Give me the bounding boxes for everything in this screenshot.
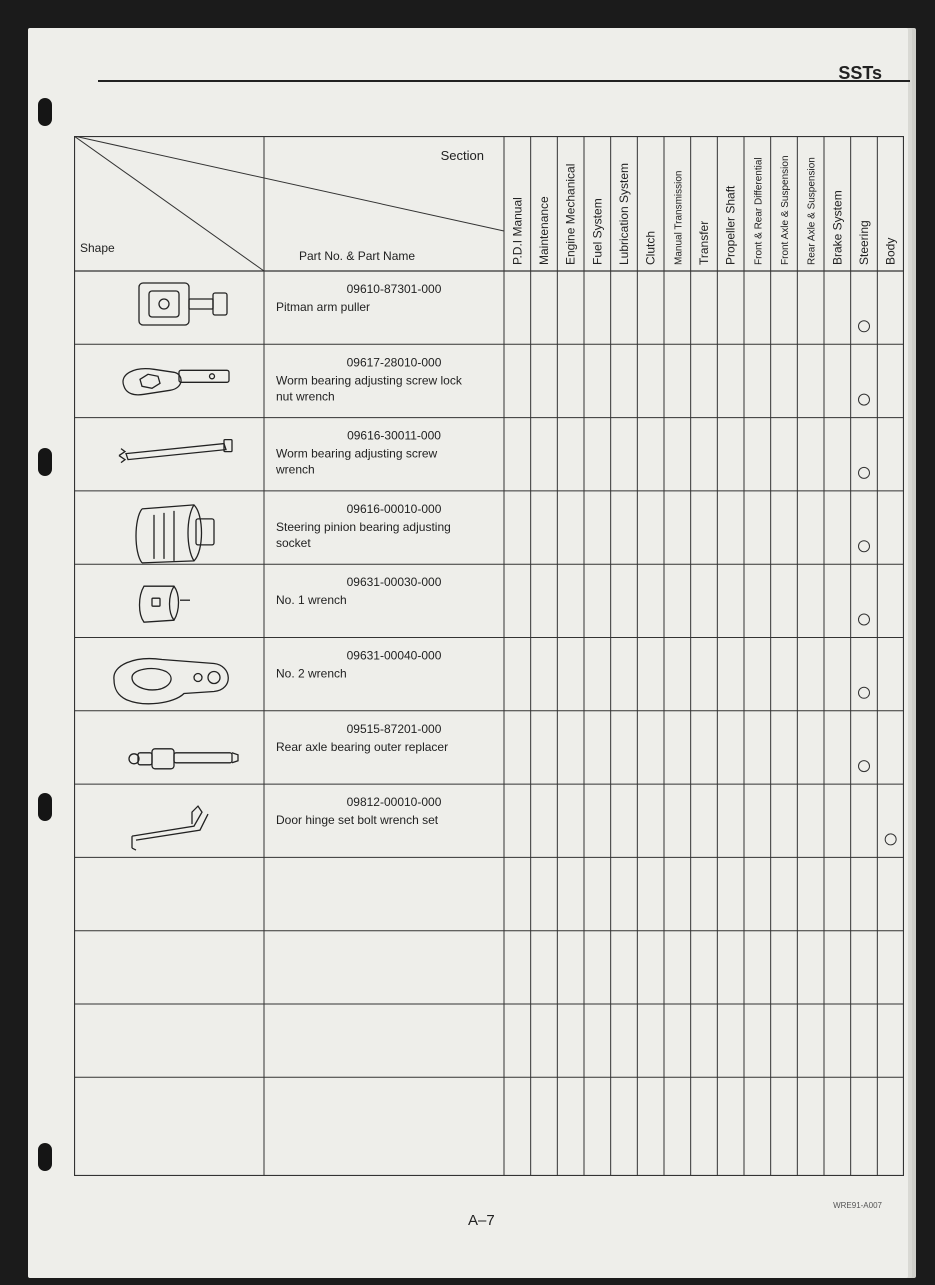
part-number: 09631-00040-000	[346, 648, 442, 663]
part-number: 09616-00010-000	[346, 501, 442, 516]
page-number: A–7	[468, 1212, 495, 1229]
part-name: No. 2 wrench	[276, 666, 347, 681]
applicability-mark	[885, 834, 896, 845]
part-number: 09812-00010-000	[346, 795, 442, 810]
applicability-mark	[859, 467, 870, 478]
binder-hole	[38, 793, 52, 821]
header-section-label: Section	[440, 148, 484, 163]
part-name: wrench	[276, 462, 315, 477]
header-shape-label: Shape	[80, 241, 115, 255]
header-diagonal	[74, 136, 504, 231]
column-header-5: Clutch	[643, 230, 658, 265]
hex-key-icon	[132, 806, 208, 850]
sst-table-grid	[74, 136, 904, 1176]
column-header-13: Steering	[857, 220, 871, 265]
column-header-3: Fuel System	[590, 198, 605, 265]
part-name: socket	[276, 535, 311, 550]
column-header-11: Rear Axle & Suspension	[806, 157, 818, 265]
part-name: Rear axle bearing outer replacer	[276, 739, 449, 754]
column-header-2: Engine Mechanical	[563, 163, 578, 265]
figure-reference-code: WRE91-A007	[833, 1201, 882, 1210]
part-name: No. 1 wrench	[276, 593, 347, 608]
column-header-10: Front Axle & Suspension	[780, 155, 791, 265]
section-title: SSTs	[838, 63, 882, 83]
replacer-icon	[129, 749, 238, 769]
applicability-mark	[859, 394, 870, 405]
column-header-8: Propeller Shaft	[723, 185, 738, 265]
no1-wrench-icon	[140, 586, 191, 622]
applicability-mark	[859, 541, 870, 552]
part-name: Steering pinion bearing adjusting	[276, 519, 451, 534]
applicability-mark	[859, 761, 870, 772]
binder-hole	[38, 1143, 52, 1171]
applicability-mark	[859, 687, 870, 698]
column-header-0: P.D.I Manual	[510, 197, 525, 265]
applicability-mark	[859, 321, 870, 332]
part-number: 09617-28010-000	[346, 355, 442, 370]
column-header-6: Manual Transmission	[673, 170, 685, 265]
binder-hole	[38, 98, 52, 126]
socket-icon	[136, 505, 214, 563]
part-name: Door hinge set bolt wrench set	[276, 813, 439, 828]
binder-hole	[38, 448, 52, 476]
column-header-4: Lubrication System	[617, 162, 631, 265]
column-header-1: Maintenance	[537, 196, 551, 265]
part-name: nut wrench	[276, 389, 335, 404]
part-number: 09610-87301-000	[346, 282, 442, 296]
lock-nut-wrench-icon	[123, 369, 229, 395]
manual-page	[28, 28, 908, 1278]
table-frame	[75, 137, 904, 1176]
part-name: Worm bearing adjusting screw	[276, 446, 438, 461]
column-header-14: Body	[883, 237, 898, 265]
part-number: 09631-00030-000	[346, 575, 442, 590]
applicability-mark	[859, 614, 870, 625]
part-name: Pitman arm puller	[276, 300, 371, 314]
part-number: 09515-87201-000	[346, 721, 442, 736]
pitman-arm-puller-icon	[139, 283, 227, 325]
column-header-9: Front & Rear Differential	[753, 157, 765, 265]
header-part-label: Part No. & Part Name	[299, 249, 416, 263]
part-number: 09616-30011-000	[347, 428, 441, 443]
sst-table	[74, 136, 904, 1181]
part-name: Worm bearing adjusting screw lock	[276, 373, 462, 388]
column-header-12: Brake System	[830, 190, 845, 265]
header-rule	[98, 80, 910, 82]
no2-wrench-icon	[114, 659, 228, 704]
column-header-7: Transfer	[697, 220, 711, 265]
screw-wrench-icon	[119, 440, 232, 463]
